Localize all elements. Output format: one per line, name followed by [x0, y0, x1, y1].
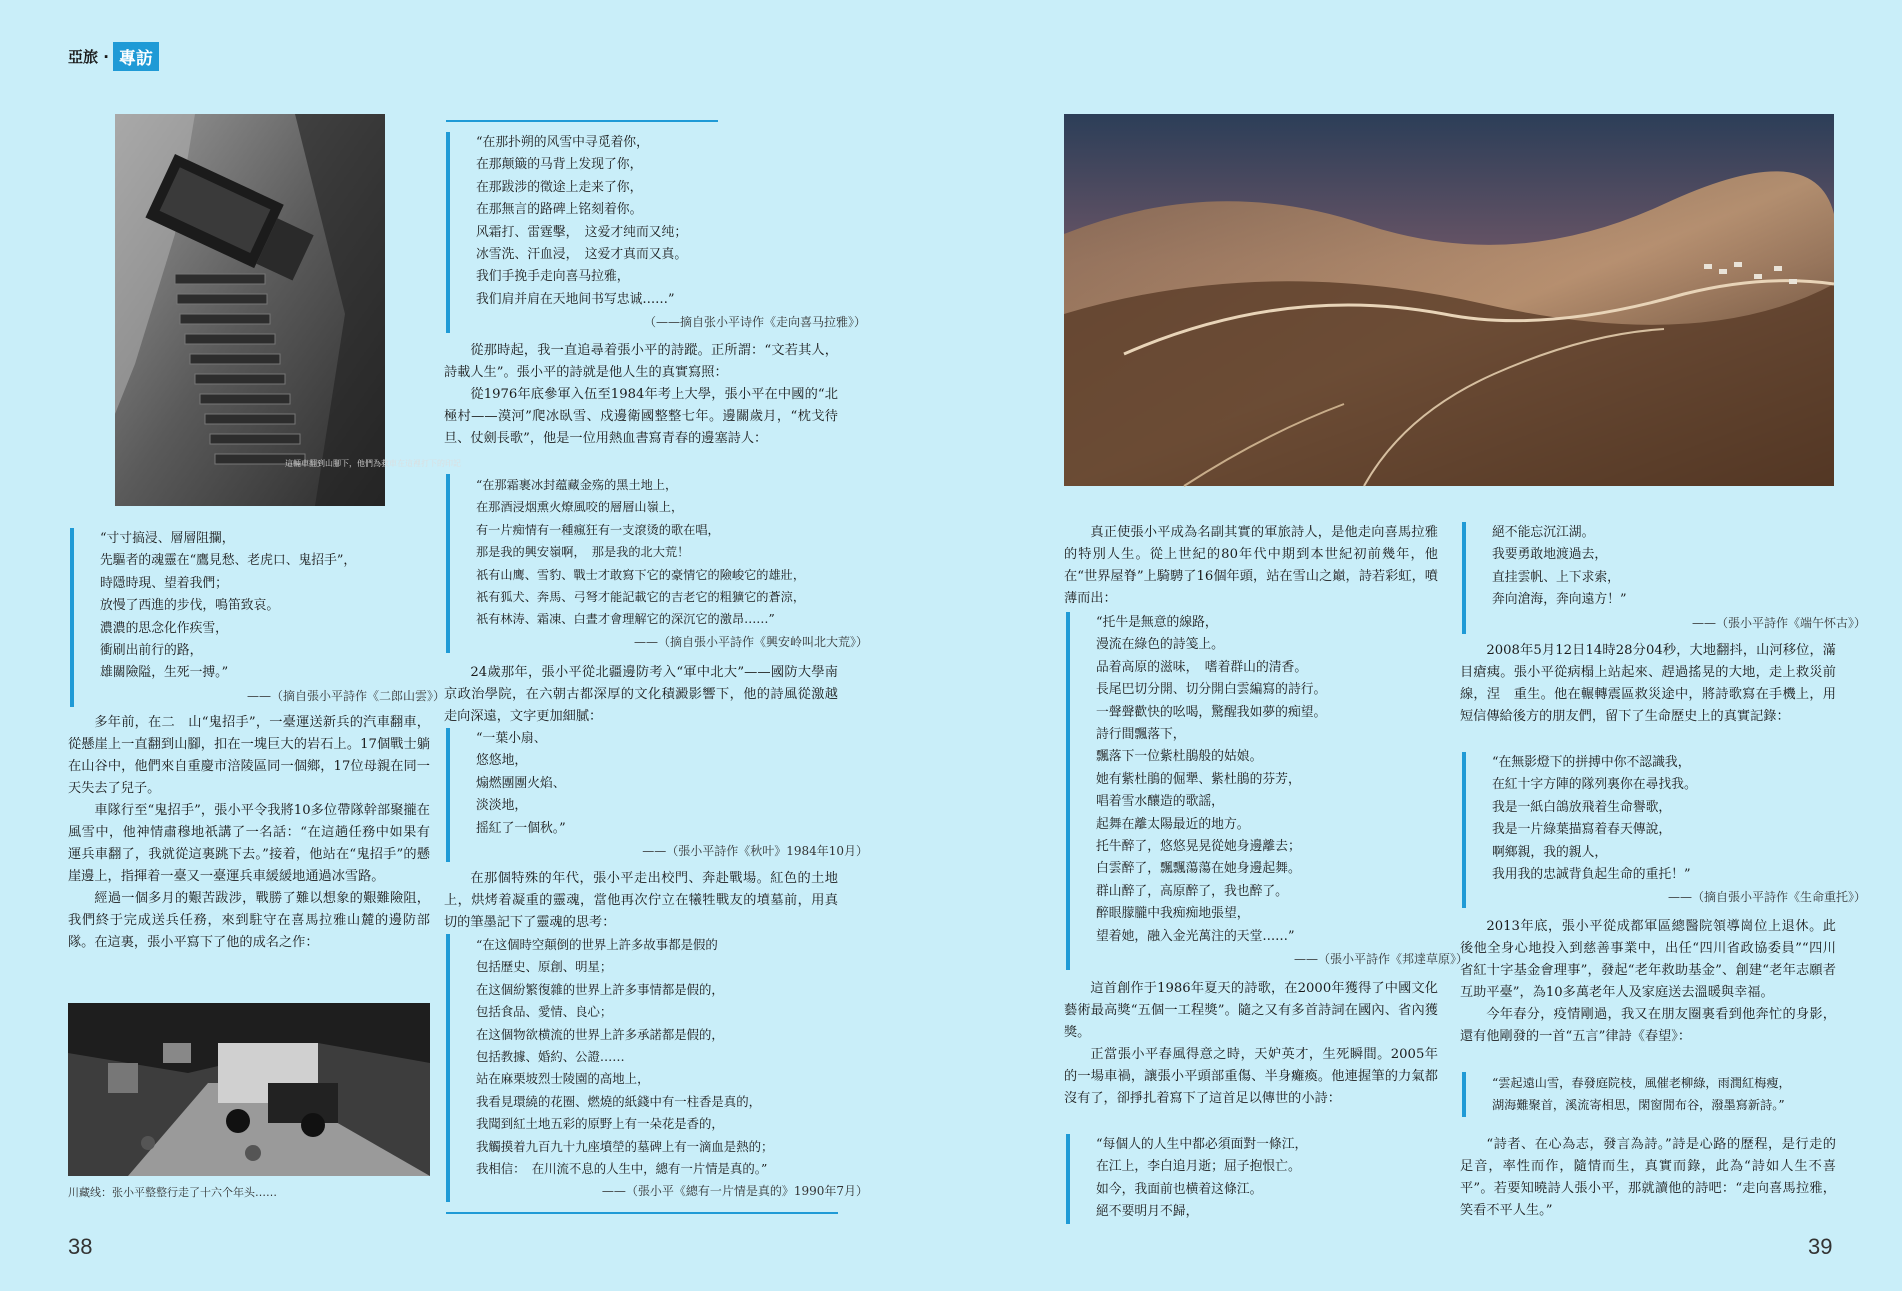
poem-line: 我是一紙白鴿放飛着生命譽歌， — [1492, 799, 1672, 815]
right-body-text-5 — [1460, 1134, 1836, 1222]
poem-line: 我们手挽手走向喜马拉雅， — [476, 269, 630, 285]
poem-line: 煽燃團團火焰、 — [476, 775, 566, 791]
poem-qiuye — [446, 728, 868, 862]
poem-line: 我是一片綠葉描寫着春天傳說， — [1492, 822, 1672, 838]
poem-line: 我觸摸着九百九十九座墳塋的墓碑上有一滴血是熱的； — [476, 1138, 774, 1154]
poem-line: 放慢了西進的步伐，鳴笛致哀。 — [100, 598, 280, 614]
poem-line: 站在麻栗坡烈士陵園的高地上， — [476, 1071, 650, 1087]
poem-line: “在無影燈下的拼搏中你不認識我， — [1492, 755, 1691, 770]
poem-line: 包括食品、愛情、良心； — [476, 1004, 613, 1020]
poem-line: 如今，我面前也横着这條江。 — [1096, 1181, 1263, 1197]
poem-line: 起舞在離太陽最近的地方。 — [1096, 816, 1250, 832]
poem-line: 一聲聲歡快的吆喝，驚醒我如夢的痴望。 — [1096, 704, 1327, 720]
poem-line: 有一片痴情有一種瘋狂有一支滾烫的歌在唱， — [476, 522, 720, 537]
poem-line: 飄落下一位紫杜鵑般的姑娘。 — [1096, 749, 1263, 765]
brand-label: 亞旅 · — [68, 48, 109, 66]
page-number-left: 38 — [68, 1234, 93, 1259]
poem-source: ——（摘自張小平詩作《生命重托》） — [1667, 890, 1866, 905]
cliff-truck-image — [115, 114, 461, 506]
poem-line: 在那酒浸烟熏火燎風咬的層層山嶺上， — [476, 500, 684, 515]
poem-line: 包括教據、婚約、公證…… — [476, 1049, 625, 1065]
magazine-header — [68, 42, 159, 71]
poem-erlang — [70, 528, 445, 707]
cliff-truck-photo — [115, 114, 461, 506]
poem-himalaya — [446, 132, 866, 333]
poem-line: “在那扑朔的风雪中寻觅着你， — [476, 135, 649, 150]
paragraph: 2013年底，張小平從成都軍區總醫院領導崗位上退休。此後他全身心地投入到慈善事業中，出任“四川省政協委員”“四川省紅十字基金會理事”，發起“老年救助基金”、創建“老年志願者互助平臺”，為10多萬老年人及家庭送去溫暖與幸福。 — [1460, 919, 1836, 1000]
right-body-text-2 — [1064, 978, 1438, 1110]
middle-body-text-2 — [444, 662, 838, 728]
poem-line: 奔向滄海，奔向遠方！” — [1492, 592, 1627, 608]
right-body-text-3 — [1460, 640, 1836, 728]
paragraph: 真正使張小平成為名副其實的軍旅詩人，是他走向喜馬拉雅的特別人生。從上世紀的80年代中期到本世紀初前幾年，他在“世界屋脊”上騎騁了16個年頭，站在雪山之巔，詩若彩虹，噴薄而出： — [1064, 525, 1438, 606]
poem-xinganling — [446, 474, 868, 653]
poem-line: 雄關險隘，生死一搏。” — [100, 665, 229, 681]
poem-line: 我用我的忠誠背負起生命的重托！” — [1492, 867, 1691, 883]
poem-line: 在这個物欲横流的世界上許多承諾都是假的， — [476, 1026, 724, 1042]
section-tag: 專訪 — [113, 42, 159, 71]
paragraph: 經過一個多月的艱苦跋涉，戰勝了難以想象的艱難險阻，我們終于完成送兵任務，來到駐守在喜馬拉雅山麓的邊防部隊。在這裏，張小平寫下了他的成名之作： — [68, 891, 430, 950]
poem-line: 淡淡地， — [476, 798, 528, 814]
poem-line: “每個人的人生中都必須面對一條江， — [1096, 1137, 1308, 1152]
trucks-road-photo — [68, 1003, 430, 1176]
paragraph: 車隊行至“鬼招手”，張小平令我將10多位帶隊幹部聚攏在風雪中，他神情肅穆地祇講了一名話：“在這趟任務中如果有運兵車翻了，我就從這裏跳下去。”接着，他站在“鬼招手”的懸崖邊上，指揮着一臺又一臺運兵車緩緩地通過冰雪路。 — [68, 803, 430, 884]
poem-line: 那是我的興安嶺啊， 那是我的北大荒！ — [476, 545, 690, 560]
right-body-text-4 — [1460, 916, 1836, 1048]
poem-line: 絕不能忘沉江湖。 — [1492, 525, 1595, 540]
poem-line: 絕不要明月不歸， — [1096, 1204, 1199, 1220]
poem-line: “雲起遠山雪，春發庭院枝，風催老柳綠，雨潤紅梅瘦， — [1492, 1076, 1791, 1090]
paragraph: 在那個特殊的年代，張小平走出校門、奔赴戰場。紅色的土地上，烘烤着凝重的靈魂，當他再次佇立在犧牲戰友的墳墓前，用真切的筆墨記下了靈魂的思考： — [444, 871, 838, 930]
trucks-road-image — [68, 1003, 430, 1176]
poem-line: 衝刷出前行的路， — [100, 643, 203, 659]
poem-line: 詩行間飄落下， — [1096, 727, 1186, 743]
poem-line: 包括歷史、原創、明星； — [476, 959, 613, 975]
poem-line: 湖海難聚首，溪流寄相思，閑窗閒布谷，潑墨寫新詩。” — [1492, 1098, 1785, 1113]
poem-line: 我聞到紅土地五彩的原野上有一朵花是香的， — [476, 1116, 724, 1132]
poem-source: ——（張小平詩作《秋叶》1984年10月） — [642, 844, 868, 859]
poem-line: “在这個時空顛倒的世界上許多故事都是假的 — [476, 937, 718, 952]
poem-duanwu — [1462, 522, 1866, 634]
paragraph: “詩者、在心為志，發言為詩。”詩是心路的歷程，是行走的足音，率性而作，隨情而生，真實而錄，此為“詩如人生不喜平”。若要知曉詩人張小平，那就讀他的詩吧：“走向喜馬拉雅，笑看不平人生。” — [1460, 1137, 1836, 1218]
poem-source: ——（張小平詩作《邦達草原》） — [1293, 952, 1468, 967]
poem-line: “在那霜裹冰封蕴藏金殇的黑土地上， — [476, 478, 678, 492]
poem-line: 悠悠地， — [476, 753, 528, 769]
poem-line: 在紅十字方陣的隊列裏你在尋找我。 — [1492, 777, 1697, 793]
poem-line: 時隱時現、望着我們； — [100, 575, 228, 591]
poem-line: “寸寸搞浸、層層阻攔， — [100, 531, 235, 546]
poem-line: “一葉小扇、 — [476, 731, 547, 746]
poem-line: 漫流在綠色的詩笺上。 — [1096, 637, 1224, 653]
poem-line: 直挂雲帆、上下求索， — [1492, 569, 1620, 585]
poem-source: ——（張小平詩作《端午怀古》） — [1691, 615, 1866, 630]
poem-line: 托牛醉了，悠悠晃晃從她身邊離去； — [1096, 839, 1301, 855]
poem-shengming — [1462, 752, 1866, 908]
poem-bangda — [1066, 612, 1468, 970]
poem-line: 在这個紛繁復雜的世界上許多事情都是假的， — [476, 981, 724, 997]
left-body-text — [68, 712, 430, 954]
poem-line: 長尾巴切分開、切分開白雲編寫的詩行。 — [1096, 682, 1327, 698]
poem-source: ——（張小平《總有一片情是真的》1990年7月） — [601, 1184, 868, 1199]
poem-line: 在那颠簸的马背上发现了你， — [476, 157, 643, 173]
poem-line: 濃濃的思念化作疾雪， — [100, 620, 228, 636]
poem-source: ——（摘自張小平詩作《二郎山雲》） — [246, 688, 445, 703]
poem-line: 冰雪洗、汗血浸， 这爱才真而又真。 — [476, 247, 688, 263]
poem-line: 我要勇敢地渡過去， — [1492, 547, 1608, 563]
poem-line: 祇有山鹰、雪豹、戰士才敢寫下它的豪情它的險峻它的雄壯， — [476, 567, 806, 582]
poem-line: 品着高原的滋味， 嗜着群山的清香。 — [1096, 659, 1308, 675]
poem-line: 啊鄉親，我的親人， — [1492, 844, 1608, 860]
poem-zhende — [446, 934, 868, 1202]
paragraph: 多年前，在二 山“鬼招手”，一臺運送新兵的汽車翻車，從懸崖上一直翻到山腳，扣在一塊巨大的岩石上。17個戰士躺在山谷中，他們來自重慶市涪陵區同一個鄉，17位母親在同一天失去了兒子。 — [68, 715, 430, 796]
paragraph: 從1976年底參軍入伍至1984年考上大學，張小平在中國的“北極村——漠河”爬冰臥雪、戍邊衛國整整七年。邊關歲月，“枕戈待旦、仗劍長歌”，他是一位用熱血書寫青春的邊塞詩人： — [444, 387, 838, 446]
right-body-text-1 — [1064, 522, 1438, 610]
poem-line: 我相信： 在川流不息的人生中，總有一片情是真的。” — [476, 1161, 768, 1177]
poem-line: 摇紅了一個秋。” — [476, 820, 566, 836]
poem-line: 先驅者的魂靈在“鷹見愁、老虎口、鬼招手”， — [100, 553, 357, 569]
bottom-photo-caption: 川藏线：张小平整整行走了十六个年头…… — [68, 1186, 277, 1199]
paragraph: 24歲那年，張小平從北疆邊防考入“軍中北大”——國防大學南京政治學院，在六朝古都深厚的文化積澱影響下，他的詩風從激越走向深遠，文字更加細膩： — [444, 665, 838, 724]
plateau-road-photo — [1064, 114, 1834, 486]
plateau-road-image — [1064, 114, 1834, 486]
poem-line: 祇有狐犬、奔馬、弓弩才能記載它的吉老它的粗獷它的蒼涼， — [476, 590, 806, 605]
poem-line: 她有紫杜鵑的倔犟、紫杜鵑的芬芳， — [1096, 771, 1301, 787]
cliff-photo-caption: 這輛車翻到山腳下，他們為救車在這裡打下的印記 — [285, 459, 461, 468]
paragraph: 今年春分，疫情剛過，我又在朋友圈裏看到他奔忙的身影，還有他剛發的一首“五言”律詩《春望》： — [1460, 1007, 1836, 1044]
poem-source: ——（摘自張小平詩作《興安岭叫北大荒》） — [633, 634, 868, 649]
poem-line: 白雲醉了，飄飄蕩蕩在她身邊起舞。 — [1096, 861, 1301, 877]
poem-line: 唱着雪水釀造的歌謡， — [1096, 794, 1224, 810]
poem-source: （——摘自张小平诗作《走向喜马拉雅》） — [643, 315, 866, 330]
paragraph: 2008年5月12日14時28分04秒，大地翻抖，山河移位，滿目瘡痍。張小平從病榻上站起來、趕過搖晃的大地，走上救災前線，涅 重生。他在輾轉震區救災途中，將詩歌寫在手機上，用短信傳給後方的朋友們，留下了生命歷史上的真實記錄： — [1460, 643, 1836, 724]
poem-line: 我们肩并肩在天地间书写忠诚……” — [476, 291, 675, 307]
poem-line: 群山醉了，高原醉了，我也醉了。 — [1096, 883, 1288, 899]
paragraph: 正當張小平春風得意之時，天妒英才，生死瞬間。2005年的一場車禍，讓張小平頭部重傷、半身癱瘓。他連握筆的力氣都沒有了，卻掙扎着寫下了這首足以傳世的小詩： — [1064, 1047, 1438, 1106]
poem-frame-bottom — [446, 1212, 838, 1214]
poem-frame-top — [446, 120, 718, 122]
poem-line: 风霜打、雷霆擊， 这爱才纯而又纯； — [476, 224, 688, 240]
poem-line: 祇有林涛、霜凍、白晝才會理解它的深沉它的激昂……” — [476, 612, 775, 627]
poem-line: 醉眼朦朧中我痴痴地張望， — [1096, 906, 1250, 922]
poem-line: 在那跋涉的徵途上走来了你， — [476, 179, 643, 195]
poem-chunwang — [1462, 1072, 1866, 1117]
poem-line: 望着她，融入金光萬注的天堂……” — [1096, 928, 1295, 944]
poem-line: 在那無言的路碑上铭刻着你。 — [476, 202, 643, 218]
poem-jiang — [1066, 1134, 1468, 1224]
middle-body-text-1 — [444, 340, 838, 450]
paragraph: 從那時起，我一直追尋着張小平的詩蹤。正所謂：“文若其人，詩載人生”。張小平的詩就是他人生的真實寫照： — [444, 343, 838, 380]
poem-line: 在江上，李白追月逝；屈子抱恨亡。 — [1096, 1159, 1301, 1175]
page-number-right: 39 — [1808, 1234, 1833, 1259]
poem-line: “托牛是無意的線路， — [1096, 615, 1218, 630]
middle-body-text-3 — [444, 868, 838, 934]
poem-line: 我看見環繞的花圈、燃燒的紙錢中有一柱香是真的， — [476, 1093, 761, 1109]
paragraph: 這首創作于1986年夏天的詩歌，在2000年獲得了中國文化藝術最高獎“五個一工程獎”。隨之又有多首詩詞在國內、省內獲獎。 — [1064, 981, 1438, 1040]
